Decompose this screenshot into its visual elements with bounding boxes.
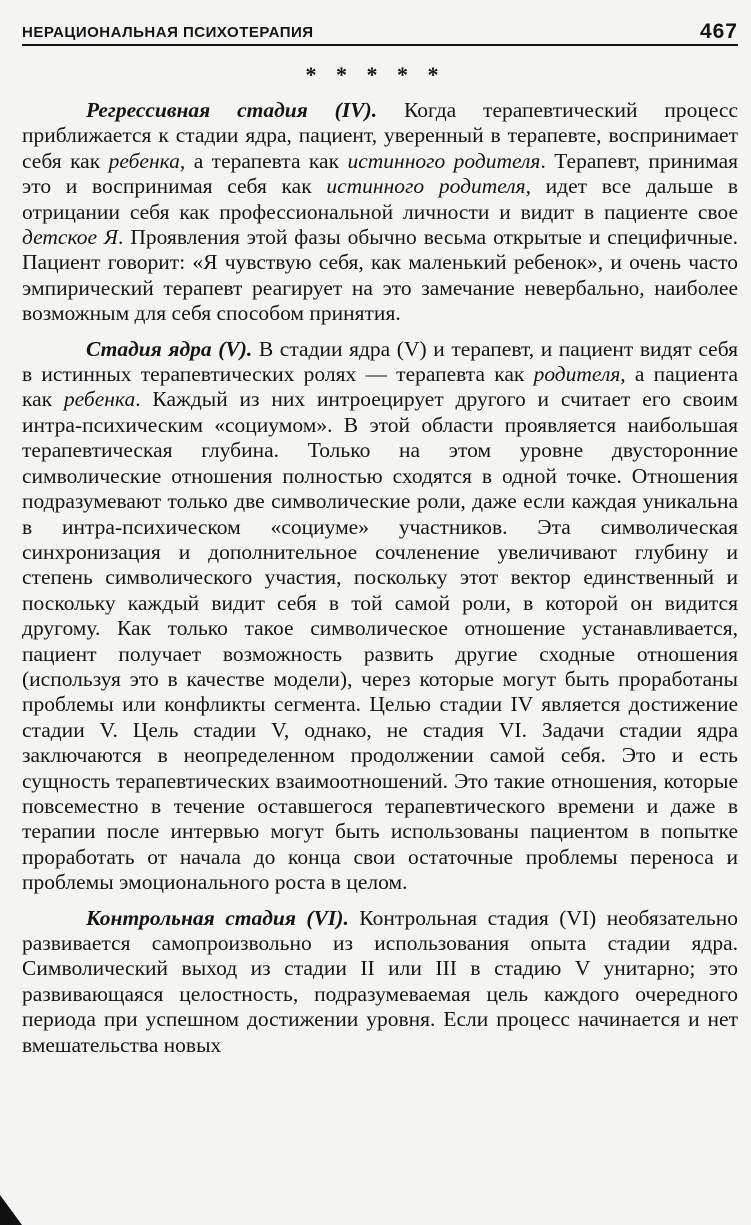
paragraph-control-stage (22, 906, 738, 1058)
running-title: НЕРАЦИОНАЛЬНАЯ ПСИХОТЕРАПИЯ (22, 24, 314, 41)
emphasized-term: ребенка (108, 148, 180, 173)
paragraph-text: . Проявления этой фазы обычно весьма открытые и специфичные. Пациент говорит: «Я чувствую себя, как маленький ребенок», и очень часто эмпирический терапевт реагирует на это замечание невербально, наиболее возможным для себя способом принятия. (22, 225, 738, 326)
page-number: 467 (699, 20, 738, 43)
emphasized-term: ребенка (63, 387, 136, 412)
paragraph-core-stage (22, 337, 738, 896)
paragraph-text: а пациента как (22, 362, 738, 412)
paragraph-text: идет все дальше в отрицании себя как профессиональной личности и видит в пациенте свое (22, 174, 739, 224)
emphasized-term: детское Я (22, 225, 119, 250)
emphasized-term: истинного родителя, (326, 174, 531, 199)
paragraph-text: Контрольная стадия (VI) необязательно развивается самопроизвольно из использования опыта стадии ядра. Символический выход из стадии II или III в стадию V унитарно; это развивающаяся целостность, подразумеваемая цель каждого очередного периода при успешном достижении уровня. Если процесс начинается и нет вмешательства новых (22, 905, 738, 1057)
paragraph-text: . Терапевт, принимая это и воспринимая себя как (22, 148, 739, 199)
emphasized-term: родителя, (533, 362, 626, 387)
section-separator: * * * * * (305, 62, 446, 87)
page-corner-mark (0, 1195, 22, 1225)
emphasized-term: истинного родителя (347, 148, 541, 173)
paragraph-text: . Каждый из них интроецирует другого и считает его своим интра-психическим «социумом». В этой области проявляется наибольшая терапевтическая глубина. Только на этом уровне двусторонние символические отношения полностью сходятся в одной точке. Отношения подразумевают только две символические роли, даже если каждая уникальна в интра-психическом «социуме» участников. Эта символическая синхронизация и дополнительное сочленение увеличивают глубину и степень символического участия, поскольку этот вектор единственный и поскольку каждый видит себя в той самой роли, в которой он видится другому. Как только такое символическое отношение устанавливается, пациент получает возможность развить другие сходные отношения (используя это в качестве модели), через которые могут быть проработаны проблемы или конфликты сегмента. Целью стадии IV является достижение стадии V. Цель стадии V, однако, не стадия VI. Задачи стадии ядра заключаются в неопределенном продолжении самой себя. Это и есть сущность терапевтических взаимоотношений. Это такие отношения, которые повсеместно в течение оставшегося терапевтического времени и даже в терапии после интервью могут быть использованы пациентом в попытке проработать от начала до конца свои остаточные проблемы переноса и проблемы эмоционального роста в целом. (22, 387, 738, 895)
page-header (22, 20, 738, 46)
paragraph-heading: Контрольная стадия (VI). (86, 905, 349, 930)
paragraph-heading: Регрессивная стадия (IV). (86, 98, 378, 122)
body-text (22, 98, 738, 1058)
paragraph-text: В стадии ядра (V) и терапевт, и пациент видят себя в истинных терапевтических ролях — терапевта как (22, 336, 738, 387)
paragraph-text: , а терапевта как (179, 148, 348, 173)
paragraph-regressive-stage (22, 98, 738, 327)
paragraph-heading: Стадия ядра (V). (86, 336, 253, 361)
paragraph-text: Когда терапевтический процесс приближается к стадии ядра, пациент, уверенный в терапевте, воспринимает себя как (22, 98, 738, 173)
